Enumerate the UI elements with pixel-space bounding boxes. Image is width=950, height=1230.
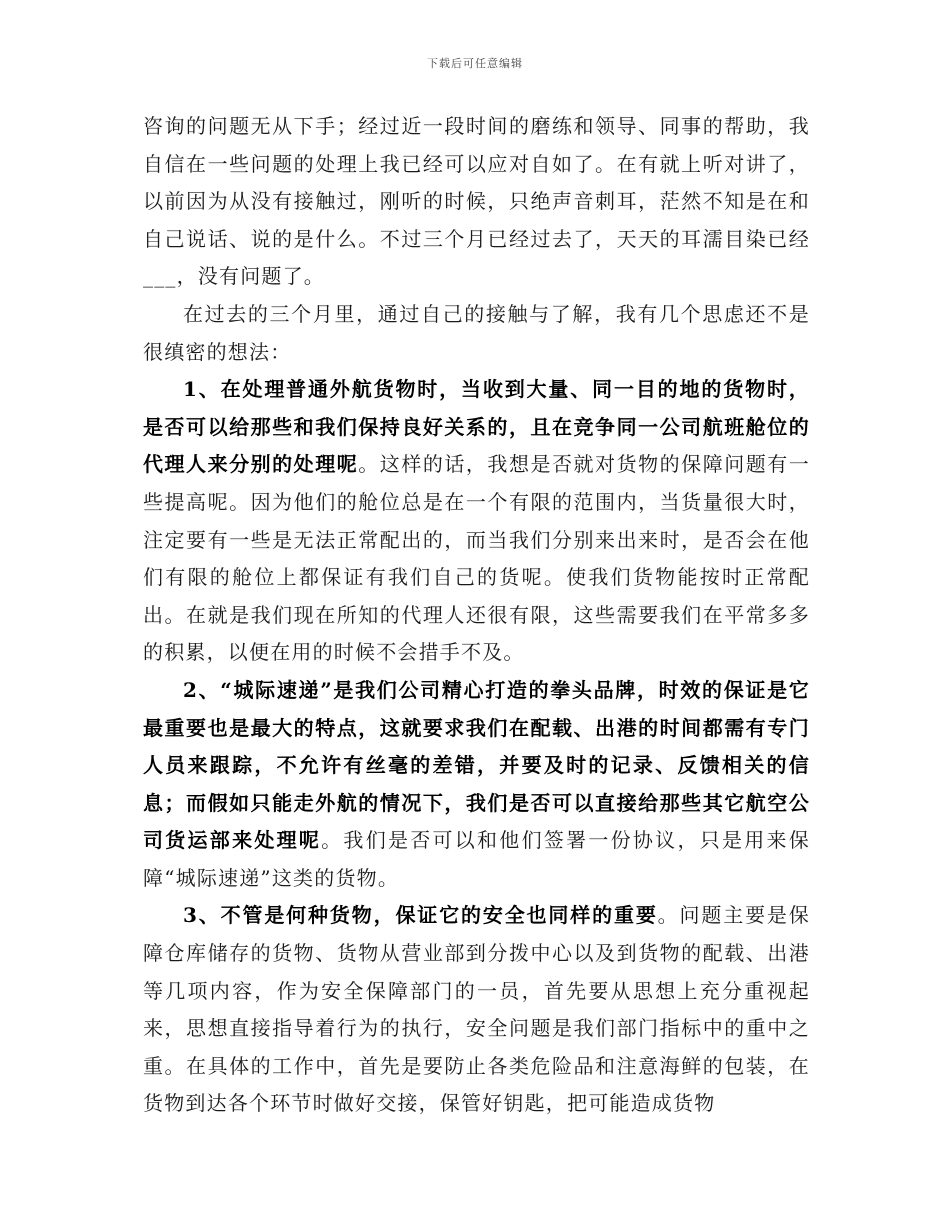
- paragraph-4-rest: 。我们是否可以和他们签署一份协议，只是用来保障“城际速递”这类的货物。: [143, 828, 810, 890]
- paragraph-2: 在过去的三个月里，通过自己的接触与了解，我有几个思虑还不是很缜密的想法：: [143, 301, 810, 364]
- paragraph-4-bold: 2、“城际速递”是我们公司精心打造的拳头品牌，时效的保证是它最重要也是最大的特点，这就要求我们在配载、出港的时间都需有专门人员来跟踪，不允许有丝毫的差错，并要及时的记录、反馈相关的信息；而假如只能走外航的情况下，我们是否可以直接给那些其它航空公司货运部来处理呢: [143, 677, 810, 853]
- paragraph-5-rest: 。问题主要是保障仓库储存的货物、货物从营业部到分拨中心以及到货物的配载、出港等几项内容，作为安全保障部门的一员，首先要从思想上充分重视起来，思想直接指导着行为的执行，安全问题是我们部门指标中的重中之重。在具体的工作中，首先是要防止各类危险品和注意海鲜的包装，在货物到达各个环节时做好交接，保管好钥匙，把可能造成货物: [143, 903, 810, 1116]
- paragraph-3: [143, 371, 810, 672]
- paragraph-4: [143, 672, 810, 898]
- paragraph-1: 咨询的问题无从下手；经过近一段时间的磨练和领导、同事的帮助，我自信在一些问题的处理上我已经可以应对自如了。在有就上听对讲了，以前因为从没有接触过，刚听的时候，只绝声音刺耳，茫然不知是在和自己说话、说的是什么。不过三个月已经过去了，天天的耳濡目染已经___，没有问题了。: [143, 114, 810, 289]
- paragraph-5: [143, 897, 810, 1123]
- document-body: [143, 108, 810, 1123]
- paragraph-5-bold: 3、不管是何种货物，保证它的安全也同样的重要: [183, 903, 658, 928]
- paragraph-3-bold: 1、在处理普通外航货物时，当收到大量、同一目的地的货物时，是否可以给那些和我们保持良好关系的，且在竞争同一公司航班舱位的代理人来分别的处理呢: [143, 377, 810, 477]
- page-header: 下载后可任意编辑: [427, 57, 523, 70]
- paragraph-3-rest: 。这样的话，我想是否就对货物的保障问题有一些提高呢。因为他们的舱位总是在一个有限的范围内，当货量很大时，注定要有一些是无法正常配出的，而当我们分别来出来时，是否会在他们有限的舱位上都保证有我们自己的货呢。使我们货物能按时正常配出。在就是我们现在所知的代理人还很有限，这些需要我们在平常多多的积累，以便在用的时候不会措手不及。: [143, 452, 810, 665]
